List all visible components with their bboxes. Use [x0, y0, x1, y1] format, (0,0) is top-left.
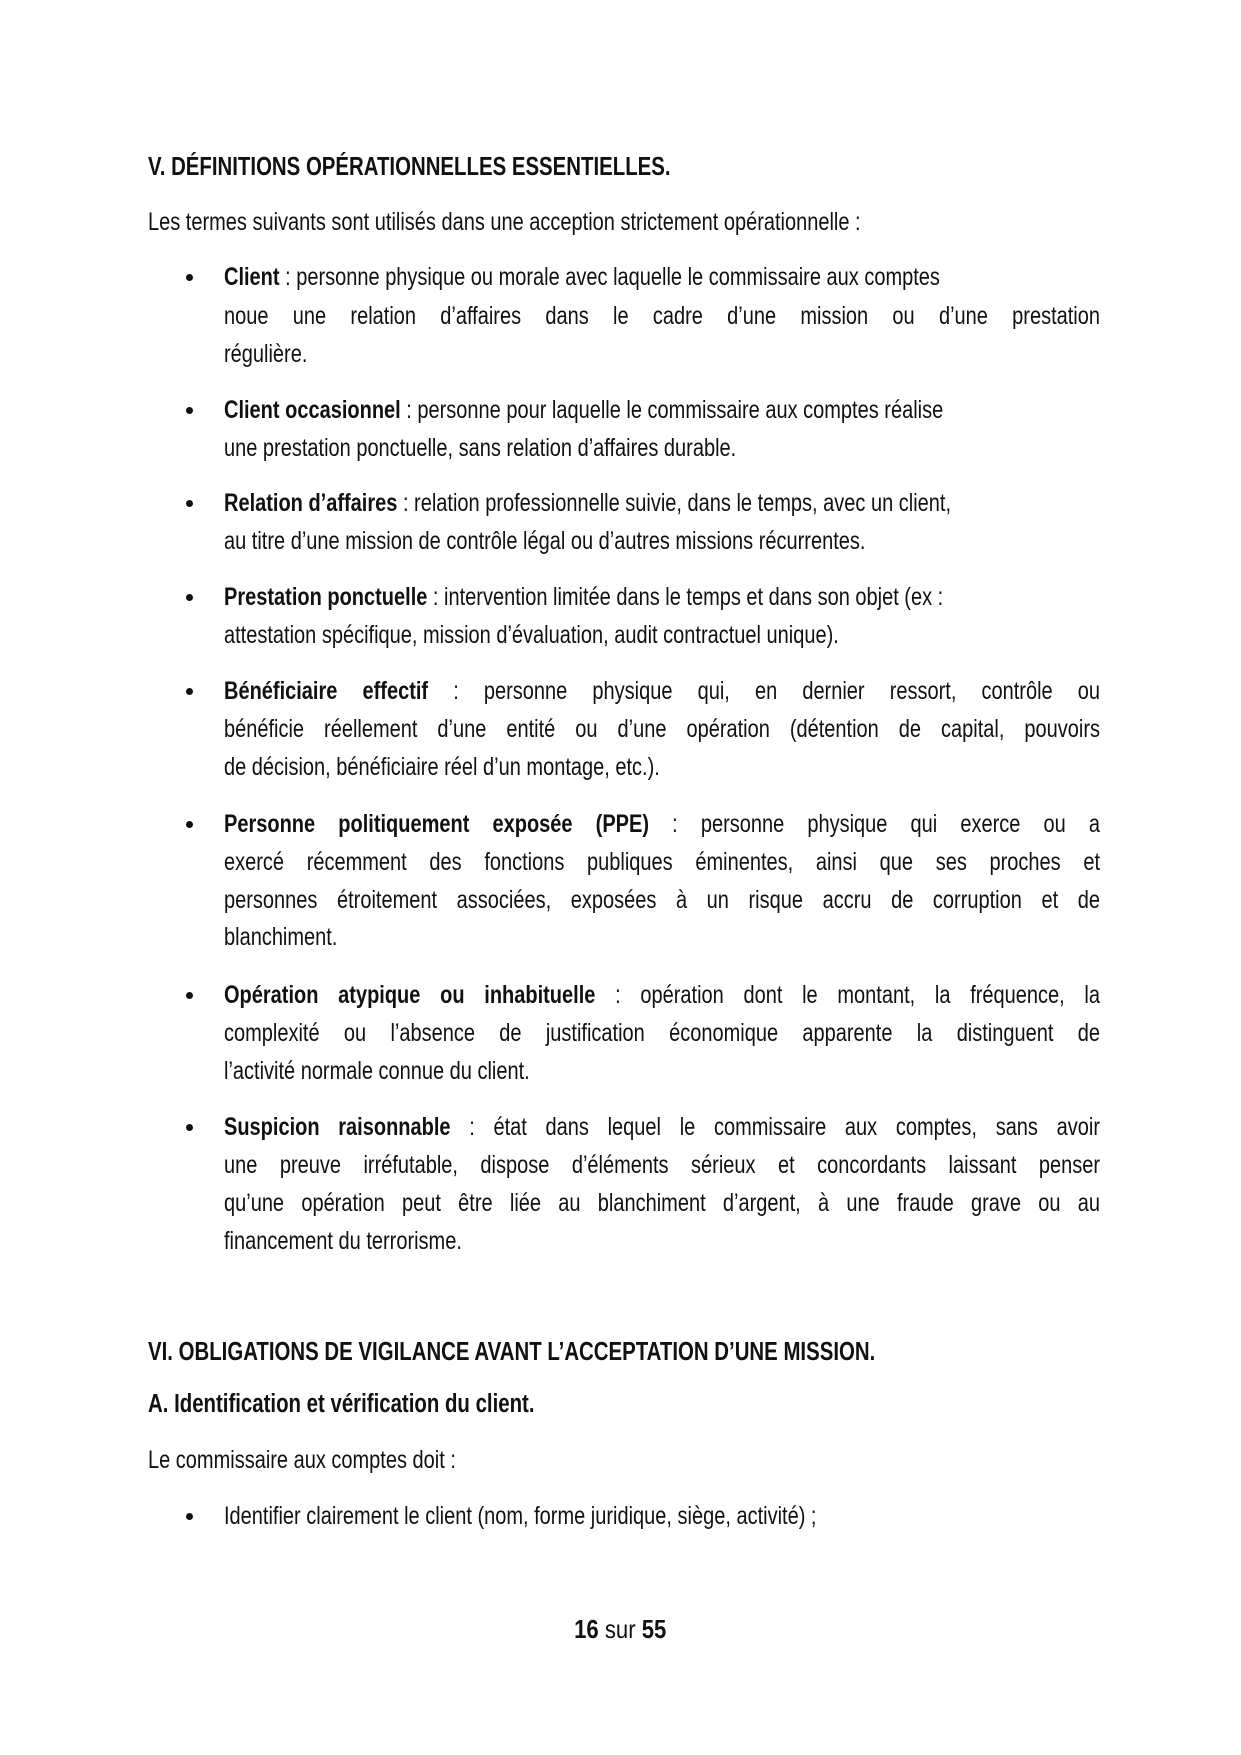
bullet-icon	[186, 500, 193, 507]
section-v-heading: V. DÉFINITIONS OPÉRATIONNELLES ESSENTIELLES.	[148, 153, 671, 181]
bullet-icon	[186, 1513, 193, 1520]
section-vi-heading: VI. OBLIGATIONS DE VIGILANCE AVANT L’ACCEPTATION D’UNE MISSION.	[148, 1338, 876, 1366]
definition-term: Prestation ponctuelle	[224, 583, 428, 611]
definition-line: Bénéficiaire effectif : personne physique qui, en dernier ressort, contrôle ou	[224, 677, 1100, 705]
definition-term: Suspicion raisonnable	[224, 1113, 451, 1141]
definition-line: noue une relation d’affaires dans le cadre d’une mission ou d’une prestation	[224, 302, 1100, 330]
definition-term: Bénéficiaire effectif	[224, 677, 429, 705]
definition-line: complexité ou l’absence de justification économique apparente la distinguent de	[224, 1019, 1100, 1047]
definition-line: financement du terrorisme.	[224, 1227, 462, 1255]
definition-term: Opération atypique ou inhabituelle	[224, 981, 596, 1009]
bullet-icon	[186, 407, 193, 414]
bullet-icon	[186, 1124, 193, 1131]
definition-line: Prestation ponctuelle : intervention limitée dans le temps et dans son objet (ex :	[224, 583, 944, 611]
section-v-intro: Les termes suivants sont utilisés dans une acception strictement opérationnelle :	[148, 208, 861, 236]
definition-term: Relation d’affaires	[224, 489, 398, 517]
definition-line: une preuve irréfutable, dispose d’éléments sérieux et concordants laissant penser	[224, 1151, 1100, 1179]
bullet-icon	[186, 274, 193, 281]
definition-line: l’activité normale connue du client.	[224, 1057, 530, 1085]
definition-line: Client : personne physique ou morale avec laquelle le commissaire aux comptes	[224, 263, 940, 291]
definition-line: Client occasionnel : personne pour laquelle le commissaire aux comptes réalise	[224, 396, 944, 424]
definition-line: une prestation ponctuelle, sans relation d’affaires durable.	[224, 434, 737, 462]
definition-term: Client occasionnel	[224, 396, 401, 424]
definition-line: Opération atypique ou inhabituelle : opération dont le montant, la fréquence, la	[224, 981, 1100, 1009]
bullet-icon	[186, 992, 193, 999]
obligation-text: Identifier clairement le client (nom, forme juridique, siège, activité) ;	[224, 1502, 817, 1530]
bullet-icon	[186, 594, 193, 601]
bullet-icon	[186, 821, 193, 828]
definition-line: de décision, bénéficiaire réel d’un montage, etc.).	[224, 753, 660, 781]
definition-line: bénéficie réellement d’une entité ou d’une opération (détention de capital, pouvoirs	[224, 715, 1100, 743]
definition-line: qu’une opération peut être liée au blanchiment d’argent, à une fraude grave ou au	[224, 1189, 1100, 1217]
definition-line: Suspicion raisonnable : état dans lequel le commissaire aux comptes, sans avoir	[224, 1113, 1100, 1141]
page-separator: sur	[605, 1614, 636, 1644]
definition-line: au titre d’une mission de contrôle légal ou d’autres missions récurrentes.	[224, 527, 866, 555]
definition-term: Client	[224, 263, 280, 291]
definition-line: blanchiment.	[224, 923, 338, 951]
definition-line: personnes étroitement associées, exposées à un risque accru de corruption et de	[224, 886, 1100, 914]
page-current: 16	[574, 1614, 599, 1644]
page-total: 55	[642, 1614, 667, 1644]
definition-line: exercé récemment des fonctions publiques éminentes, ainsi que ses proches et	[224, 848, 1100, 876]
definition-line: Relation d’affaires : relation professionnelle suivie, dans le temps, avec un client,	[224, 489, 952, 517]
section-vi-intro: Le commissaire aux comptes doit :	[148, 1446, 456, 1474]
definition-line: régulière.	[224, 340, 308, 368]
definition-line: Personne politiquement exposée (PPE) : personne physique qui exerce ou a	[224, 810, 1100, 838]
page-number	[0, 1614, 1241, 1644]
bullet-icon	[186, 688, 193, 695]
definition-term: Personne politiquement exposée (PPE)	[224, 810, 650, 838]
definition-line: attestation spécifique, mission d’évaluation, audit contractuel unique).	[224, 621, 839, 649]
section-vi-subheading: A. Identification et vérification du client.	[148, 1390, 535, 1418]
